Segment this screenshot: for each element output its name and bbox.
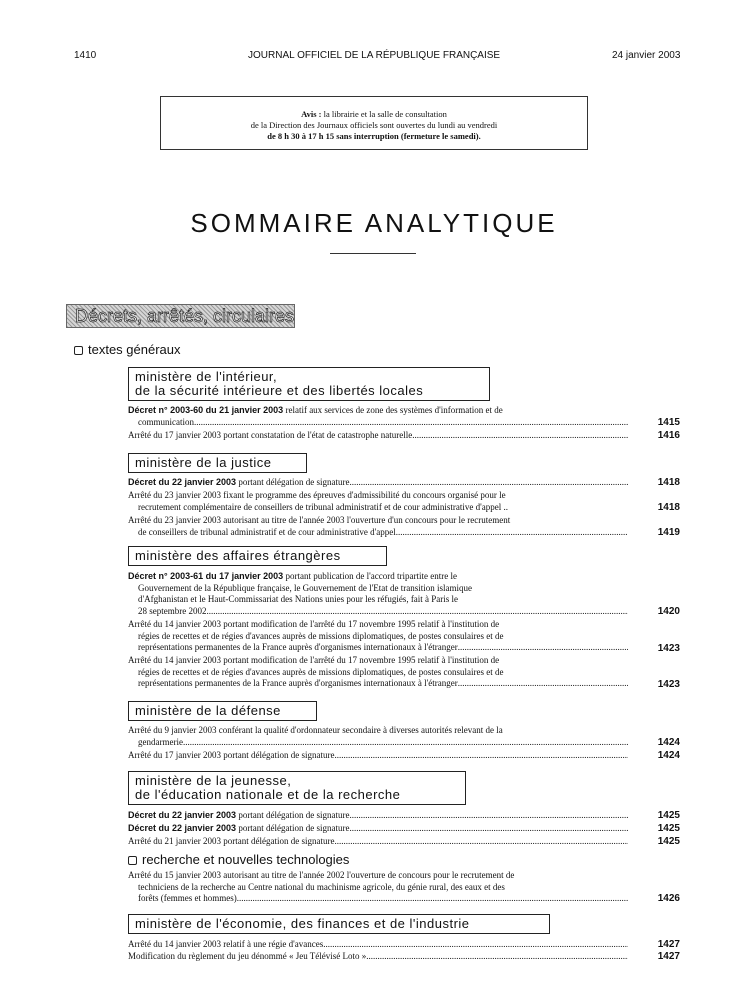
entry-7-line1: Arrêté du 14 janvier 2003 portant modification de l'arrêté du 17 novembre 1995 relatif à l'institution de [128,619,500,629]
ministry-interieur-line1: ministère de l'intérieur, [135,369,278,384]
title-divider [330,253,416,254]
entry-4-line2: recrutement complémentaire de conseillers de tribunal administratif et de cour administrative d'appel .. [138,501,508,512]
entry-15 [128,939,628,951]
entry-6-line3: d'Afghanistan et le Haut-Commissariat des Nations unies pour les réfugiés, fait à Paris le [138,594,459,604]
notice-line-2: de la Direction des Journaux officiels sont ouvertes du lundi au vendredi [250,120,498,130]
entry-1 [128,405,628,428]
entry-3-bold: Décret du 22 janvier 2003 [128,477,237,487]
entry-1-line2: communication [138,416,194,427]
entry-12-page: 1425 [657,823,680,834]
entry-7-page: 1423 [657,643,680,654]
entry-5-line2: de conseillers de tribunal administratif et de cour administrative d'appel [138,526,396,537]
entry-6-bold: Décret n° 2003-61 du 17 janvier 2003 [128,571,284,581]
entry-14-page: 1426 [657,893,680,904]
ministry-interieur [128,367,490,401]
entry-11 [128,810,628,822]
entry-5-page: 1419 [657,527,680,538]
entry-10-line1: Arrêté du 17 janvier 2003 portant délégation de signature [128,750,335,760]
entry-4-line1: Arrêté du 23 janvier 2003 fixant le programme des épreuves d'admissibilité du concours organisé pour le [128,490,506,500]
entry-2-line1: Arrêté du 17 janvier 2003 portant constatation de l'état de catastrophe naturelle [128,430,413,440]
ministry-justice-label: ministère de la justice [135,455,272,470]
entry-13-page: 1425 [657,836,680,847]
subsection-recherche [128,852,349,867]
journal-title: JOURNAL OFFICIEL DE LA RÉPUBLIQUE FRANÇAISE [248,50,501,61]
entry-8 [128,655,628,690]
ministry-economie-label: ministère de l'économie, des finances et de l'industrie [135,916,470,931]
entry-13-line1: Arrêté du 21 janvier 2003 portant délégation de signature [128,836,335,846]
ministry-jeunesse [128,771,466,805]
checkbox-icon [74,346,83,355]
entry-9-line2: gendarmerie [138,736,183,747]
entry-4-page: 1418 [657,502,680,513]
entry-13 [128,836,628,848]
entry-1-bold: Décret n° 2003-60 du 21 janvier 2003 [128,405,284,415]
entry-14-line2: techniciens de la recherche au Centre national du machinisme agricole, du génie rural, des eaux et des [138,881,505,892]
entry-7-line3: représentations permanentes de la France auprès d'organismes internationaux à l'étranger [138,642,458,652]
checkbox-icon [128,856,137,865]
entry-1-line1: relatif aux services de zone des systèmes d'information et de [283,405,503,415]
notice-line-3: de 8 h 30 à 17 h 15 sans interruption (fermeture le samedi). [267,131,481,141]
entry-12 [128,823,628,835]
entry-5 [128,515,628,538]
entry-1-page: 1415 [657,417,680,428]
entry-3-line1: portant délégation de signature [236,477,350,487]
entry-8-line1: Arrêté du 14 janvier 2003 portant modification de l'arrêté du 17 novembre 1995 relatif à l'institution de [128,655,500,665]
page-title: SOMMAIRE ANALYTIQUE [190,208,558,238]
entry-9-page: 1424 [657,737,680,748]
entry-10 [128,750,628,762]
entry-3 [128,477,628,489]
entry-16-page: 1427 [657,951,680,962]
entry-10-page: 1424 [657,750,680,761]
entry-6-page: 1420 [657,606,680,617]
section-general-label: textes généraux [88,342,181,357]
section-band [66,304,295,328]
entry-6-line2: Gouvernement de la République française, le Gouvernement de l'Etat de transition islamique [138,582,473,593]
entry-4 [128,490,628,513]
entry-11-page: 1425 [657,810,680,821]
ministry-etrangeres-label: ministère des affaires étrangères [135,548,341,563]
entry-12-line1: portant délégation de signature [236,823,350,833]
entry-7-line2: régies de recettes et de régies d'avances auprès de missions diplomatiques, de postes consulaires et de [138,630,504,641]
ministry-defense [128,701,317,721]
entry-6-line4: 28 septembre 2002 [138,605,207,616]
entry-14-line3: forêts (femmes et hommes) [138,893,237,903]
section-band-label: Décrets, arrêtés, circulaires [75,306,295,326]
ministry-justice [128,453,307,473]
ministry-jeunesse-line1: ministère de la jeunesse, [135,773,292,788]
entry-11-bold: Décret du 22 janvier 2003 [128,810,237,820]
entry-15-line1: Arrêté du 14 janvier 2003 relatif à une régie d'avances [128,939,324,949]
notice-label: Avis : [301,109,322,119]
subsection-recherche-label: recherche et nouvelles technologies [142,852,350,867]
entry-7 [128,619,628,654]
entry-3-page: 1418 [657,477,680,488]
entry-9 [128,725,628,748]
ministry-jeunesse-line2: de l'éducation nationale et de la recherche [135,787,401,802]
entry-11-line1: portant délégation de signature [236,810,350,820]
entry-14-line1: Arrêté du 15 janvier 2003 autorisant au titre de l'année 2002 l'ouverture de concours pour le recrutement de [128,870,515,880]
entry-8-line3: représentations permanentes de la France auprès d'organismes internationaux à l'étranger [138,678,458,688]
issue-date: 24 janvier 2003 [612,50,681,61]
ministry-interieur-line2: de la sécurité intérieure et des libertés locales [135,383,424,398]
section-general [74,342,181,357]
ministry-economie [128,914,550,934]
entry-15-page: 1427 [657,939,680,950]
page-number: 1410 [74,50,97,61]
entry-2-page: 1416 [657,430,680,441]
entry-6-line1: portant publication de l'accord tripartite entre le [283,571,458,581]
entry-8-page: 1423 [657,679,680,690]
entry-16 [128,951,628,963]
entry-6 [128,571,628,617]
entry-5-line1: Arrêté du 23 janvier 2003 autorisant au titre de l'année 2003 l'ouverture d'un concours pour le recrutement [128,515,511,525]
entry-8-line2: régies de recettes et de régies d'avances auprès de missions diplomatiques, de postes consulaires et de [138,666,504,677]
entry-9-line1: Arrêté du 9 janvier 2003 conférant la qualité d'ordonnateur secondaire à diverses autorités relevant de la [128,725,503,735]
notice-box [160,96,588,150]
entry-16-line1: Modification du règlement du jeu dénommé « Jeu Télévisé Loto » [128,951,367,961]
notice-line-1: la librairie et la salle de consultation [323,109,447,119]
ministry-defense-label: ministère de la défense [135,703,281,718]
entry-12-bold: Décret du 22 janvier 2003 [128,823,237,833]
ministry-etrangeres [128,546,387,566]
entry-2 [128,430,628,442]
entry-14 [128,870,628,905]
